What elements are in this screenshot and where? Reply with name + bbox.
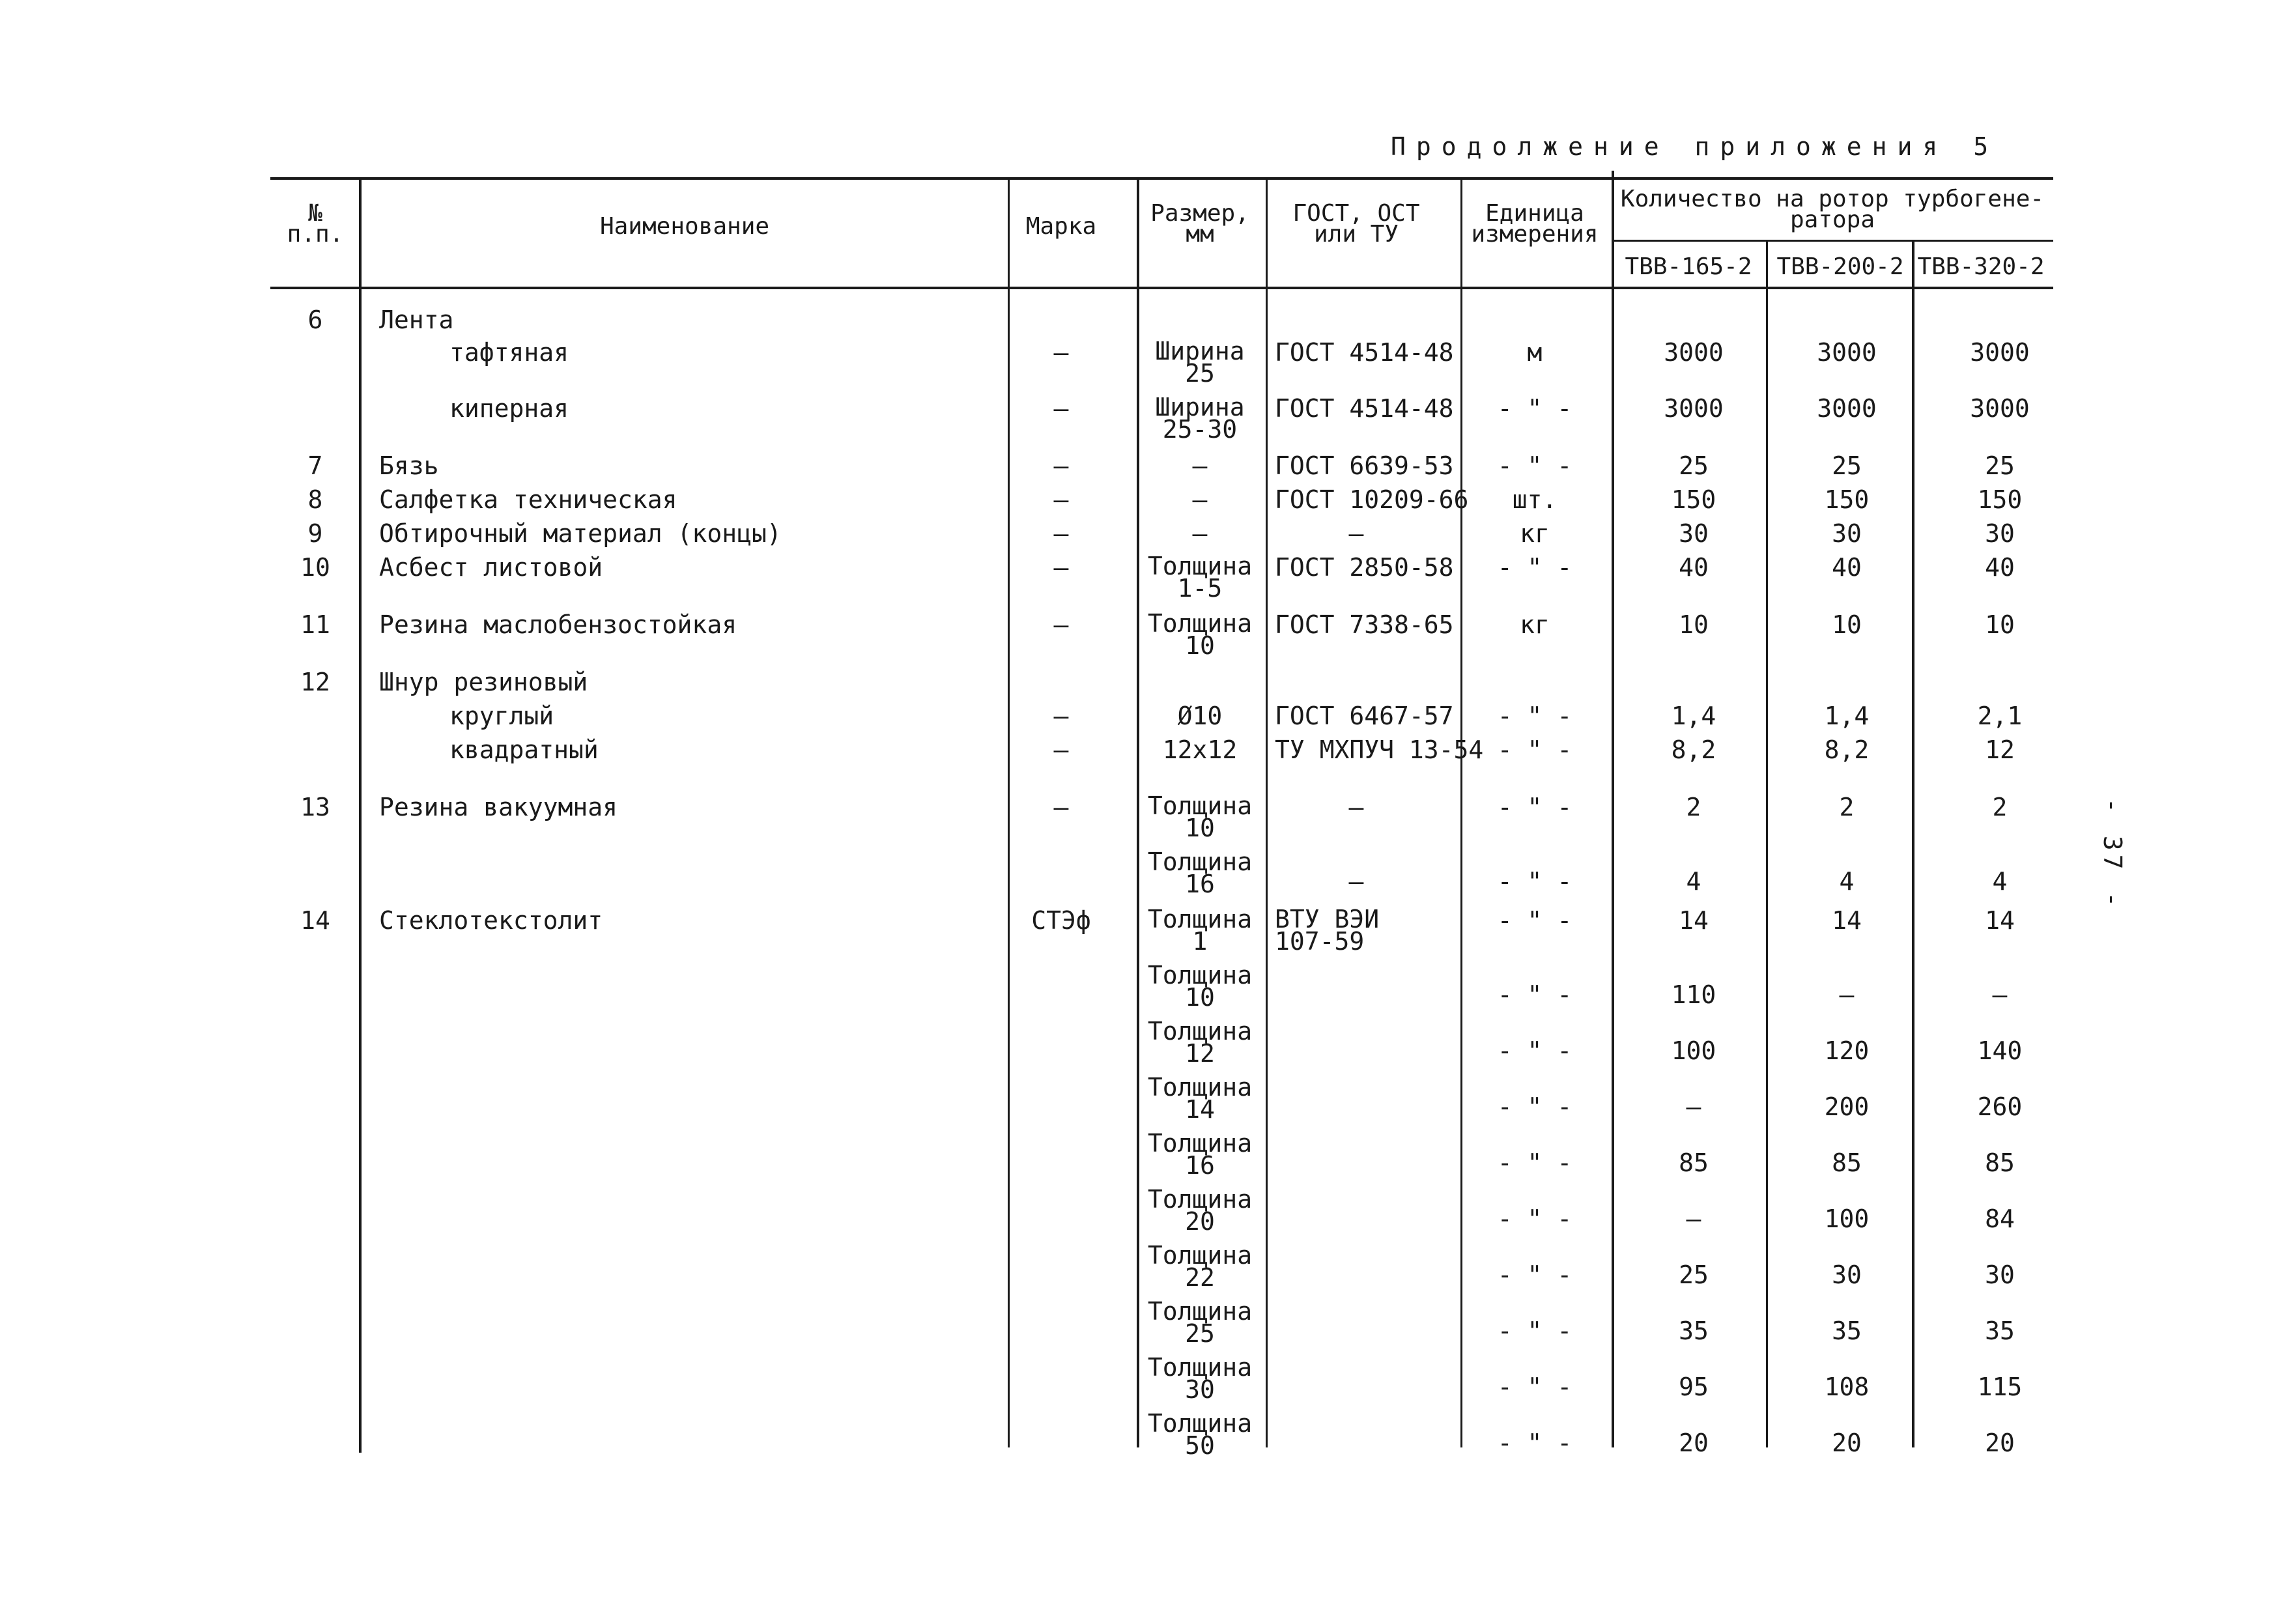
row-qty-tvv165: 40: [1679, 553, 1709, 582]
row-unit: - " -: [1497, 1373, 1572, 1401]
row-qty-tvv320: 30: [1985, 519, 2015, 548]
row-size: Толщина 10: [1147, 791, 1253, 842]
row-qty-tvv165: 85: [1679, 1148, 1709, 1177]
row-name: Резина маслобензостойкая: [379, 610, 737, 639]
row-gost: ГОСТ 2850-58: [1275, 553, 1454, 582]
row-qty-tvv200: 100: [1824, 1204, 1870, 1233]
row-mark: –: [1053, 519, 1069, 548]
row-qty-tvv320: 84: [1985, 1204, 2015, 1233]
row-unit: - " -: [1497, 1148, 1572, 1177]
row-unit: шт.: [1512, 485, 1558, 514]
row-size: Толщина 25: [1147, 1297, 1253, 1348]
row-name: Обтирочный материал (концы): [379, 519, 782, 548]
header-num: № п.п.: [287, 200, 344, 248]
table-top-border: [270, 177, 2053, 180]
row-qty-tvv320: 35: [1985, 1317, 2015, 1345]
row-qty-tvv200: 8,2: [1824, 735, 1870, 764]
col-divider-name: [1008, 177, 1010, 1447]
row-number: 11: [300, 610, 330, 639]
header-gost: ГОСТ, ОСТ или ТУ: [1292, 200, 1420, 248]
row-qty-tvv320: 4: [1992, 867, 2008, 896]
row-unit: - " -: [1497, 1036, 1572, 1065]
row-name: круглый: [449, 702, 554, 730]
row-number: 12: [300, 668, 330, 696]
row-number: 7: [307, 451, 323, 480]
row-qty-tvv320: 14: [1985, 906, 2015, 935]
header-bottom-border: [270, 287, 2053, 289]
row-mark: –: [1053, 485, 1069, 514]
row-qty-tvv200: 108: [1824, 1373, 1870, 1401]
row-qty-tvv200: 4: [1839, 867, 1855, 896]
page-caption: Продолжение приложения 5: [1391, 132, 1999, 161]
row-size: Толщина 50: [1147, 1409, 1253, 1460]
row-name: Салфетка техническая: [379, 485, 677, 514]
row-qty-tvv320: 20: [1985, 1429, 2015, 1457]
row-size: Толщина 10: [1147, 609, 1253, 660]
col-divider-qty2: [1912, 240, 1914, 1447]
row-qty-tvv320: 2,1: [1977, 702, 2023, 730]
row-qty-tvv320: –: [1992, 980, 2008, 1009]
row-gost: ГОСТ 6467-57: [1275, 702, 1454, 730]
row-gost: –: [1348, 867, 1364, 896]
row-size: Толщина 30: [1147, 1353, 1253, 1404]
col-divider-unit: [1612, 171, 1614, 1447]
row-qty-tvv165: 20: [1679, 1429, 1709, 1457]
row-qty-tvv165: 10: [1679, 610, 1709, 639]
row-qty-tvv165: 30: [1679, 519, 1709, 548]
row-gost: ГОСТ 4514-48: [1275, 394, 1454, 423]
row-qty-tvv200: 2: [1839, 793, 1855, 821]
row-qty-tvv320: 40: [1985, 553, 2015, 582]
row-mark: –: [1053, 394, 1069, 423]
row-unit: - " -: [1497, 702, 1572, 730]
row-name: Лента: [379, 306, 454, 334]
row-name: Асбест листовой: [379, 553, 603, 582]
row-mark: –: [1053, 610, 1069, 639]
row-unit: кг: [1520, 519, 1550, 548]
row-qty-tvv165: 150: [1671, 485, 1716, 514]
qty-subheader-line: [1612, 240, 2053, 242]
row-unit: - " -: [1497, 1429, 1572, 1457]
row-qty-tvv165: 25: [1679, 1261, 1709, 1289]
row-name: Стеклотекстолит: [379, 906, 603, 935]
row-qty-tvv165: 3000: [1664, 338, 1724, 367]
row-qty-tvv200: 3000: [1817, 338, 1877, 367]
row-unit: м: [1527, 338, 1543, 367]
row-gost: ВТУ ВЭИ 107-59: [1275, 905, 1380, 956]
row-gost: –: [1348, 519, 1364, 548]
row-qty-tvv200: 30: [1832, 519, 1862, 548]
row-qty-tvv320: 115: [1977, 1373, 2023, 1401]
row-mark: –: [1053, 338, 1069, 367]
row-qty-tvv165: –: [1686, 1204, 1701, 1233]
row-qty-tvv165: 100: [1671, 1036, 1716, 1065]
row-qty-tvv200: 120: [1824, 1036, 1870, 1065]
row-name: киперная: [449, 394, 569, 423]
row-qty-tvv320: 30: [1985, 1261, 2015, 1289]
row-number: 9: [307, 519, 323, 548]
row-gost: ГОСТ 4514-48: [1275, 338, 1454, 367]
row-number: 10: [300, 553, 330, 582]
row-qty-tvv320: 140: [1977, 1036, 2023, 1065]
row-qty-tvv200: 14: [1832, 906, 1862, 935]
row-size: Толщина 10: [1147, 961, 1253, 1012]
col-divider-qty1: [1766, 240, 1768, 1447]
row-size: Толщина 16: [1147, 848, 1253, 898]
row-qty-tvv200: 25: [1832, 451, 1862, 480]
row-unit: - " -: [1497, 980, 1572, 1009]
row-size: Толщина 1: [1147, 905, 1253, 956]
row-qty-tvv320: 2: [1992, 793, 2008, 821]
row-gost: ГОСТ 10209-66: [1275, 485, 1469, 514]
row-qty-tvv165: 14: [1679, 906, 1709, 935]
row-qty-tvv165: 4: [1686, 867, 1701, 896]
row-size: Толщина 16: [1147, 1129, 1253, 1180]
row-name: Бязь: [379, 451, 439, 480]
row-qty-tvv320: 12: [1985, 735, 2015, 764]
row-size: Толщина 1-5: [1147, 552, 1253, 603]
row-unit: - " -: [1497, 793, 1572, 821]
row-qty-tvv165: 35: [1679, 1317, 1709, 1345]
row-size: Ширина 25: [1155, 337, 1245, 388]
row-qty-tvv165: 1,4: [1671, 702, 1716, 730]
page-number: - 37 -: [2098, 798, 2127, 911]
row-size: 12х12: [1162, 735, 1238, 764]
row-unit: - " -: [1497, 1261, 1572, 1289]
row-mark: –: [1053, 735, 1069, 764]
row-mark: –: [1053, 793, 1069, 821]
row-qty-tvv165: 25: [1679, 451, 1709, 480]
row-qty-tvv320: 25: [1985, 451, 2015, 480]
row-size: Ø10: [1177, 702, 1223, 730]
header-unit: Единица измерения: [1471, 200, 1599, 248]
row-unit: - " -: [1497, 394, 1572, 423]
row-qty-tvv200: 85: [1832, 1148, 1862, 1177]
row-unit: - " -: [1497, 1317, 1572, 1345]
header-size: Размер, мм: [1150, 200, 1249, 248]
row-gost: ТУ МХПУЧ 13-54: [1275, 735, 1484, 764]
row-qty-tvv200: 40: [1832, 553, 1862, 582]
row-size: Толщина 22: [1147, 1241, 1253, 1292]
header-qty-tvv320: ТВВ-320-2: [1917, 253, 2045, 280]
row-qty-tvv200: –: [1839, 980, 1855, 1009]
col-divider-num: [359, 177, 362, 1453]
row-size: –: [1192, 485, 1208, 514]
row-number: 8: [307, 485, 323, 514]
row-unit: - " -: [1497, 451, 1572, 480]
col-divider-gost: [1460, 177, 1462, 1447]
row-name: квадратный: [449, 735, 599, 764]
header-qty-group: Количество на ротор турбогене- ратора: [1620, 186, 2045, 233]
row-qty-tvv320: 260: [1977, 1092, 2023, 1121]
row-qty-tvv320: 10: [1985, 610, 2015, 639]
row-name: Резина вакуумная: [379, 793, 618, 821]
row-qty-tvv200: 10: [1832, 610, 1862, 639]
row-qty-tvv320: 150: [1977, 485, 2023, 514]
row-unit: - " -: [1497, 1204, 1572, 1233]
row-unit: - " -: [1497, 735, 1572, 764]
row-mark: –: [1053, 553, 1069, 582]
row-qty-tvv165: 8,2: [1671, 735, 1716, 764]
header-qty-tvv165: ТВВ-165-2: [1625, 253, 1752, 280]
row-number: 14: [300, 906, 330, 935]
row-qty-tvv320: 85: [1985, 1148, 2015, 1177]
row-qty-tvv200: 150: [1824, 485, 1870, 514]
row-unit: - " -: [1497, 906, 1572, 935]
header-name: Наименование: [599, 213, 770, 240]
row-size: –: [1192, 451, 1208, 480]
row-mark: –: [1053, 451, 1069, 480]
row-qty-tvv320: 3000: [1970, 338, 2030, 367]
row-gost: –: [1348, 793, 1364, 821]
row-qty-tvv320: 3000: [1970, 394, 2030, 423]
header-qty-tvv200: ТВВ-200-2: [1776, 253, 1904, 280]
row-qty-tvv165: 2: [1686, 793, 1701, 821]
row-qty-tvv165: –: [1686, 1092, 1701, 1121]
row-unit: - " -: [1497, 867, 1572, 896]
row-name: тафтяная: [449, 338, 569, 367]
col-divider-size: [1266, 177, 1268, 1447]
row-qty-tvv200: 20: [1832, 1429, 1862, 1457]
row-qty-tvv165: 3000: [1664, 394, 1724, 423]
row-qty-tvv200: 30: [1832, 1261, 1862, 1289]
row-gost: ГОСТ 6639-53: [1275, 451, 1454, 480]
row-size: –: [1192, 519, 1208, 548]
row-gost: ГОСТ 7338-65: [1275, 610, 1454, 639]
row-mark: –: [1053, 702, 1069, 730]
row-unit: - " -: [1497, 1092, 1572, 1121]
row-qty-tvv165: 95: [1679, 1373, 1709, 1401]
header-mark: Марка: [1025, 213, 1097, 240]
row-size: Ширина 25-30: [1155, 393, 1245, 444]
row-number: 13: [300, 793, 330, 821]
row-qty-tvv165: 110: [1671, 980, 1716, 1009]
row-name: Шнур резиновый: [379, 668, 588, 696]
row-size: Толщина 12: [1147, 1017, 1253, 1068]
row-qty-tvv200: 1,4: [1824, 702, 1870, 730]
col-divider-mark: [1137, 177, 1139, 1447]
row-unit: кг: [1520, 610, 1550, 639]
row-mark: СТЭф: [1031, 906, 1091, 935]
row-size: Толщина 14: [1147, 1073, 1253, 1124]
row-number: 6: [307, 306, 323, 334]
row-size: Толщина 20: [1147, 1185, 1253, 1236]
row-unit: - " -: [1497, 553, 1572, 582]
row-qty-tvv200: 200: [1824, 1092, 1870, 1121]
row-qty-tvv200: 3000: [1817, 394, 1877, 423]
row-qty-tvv200: 35: [1832, 1317, 1862, 1345]
